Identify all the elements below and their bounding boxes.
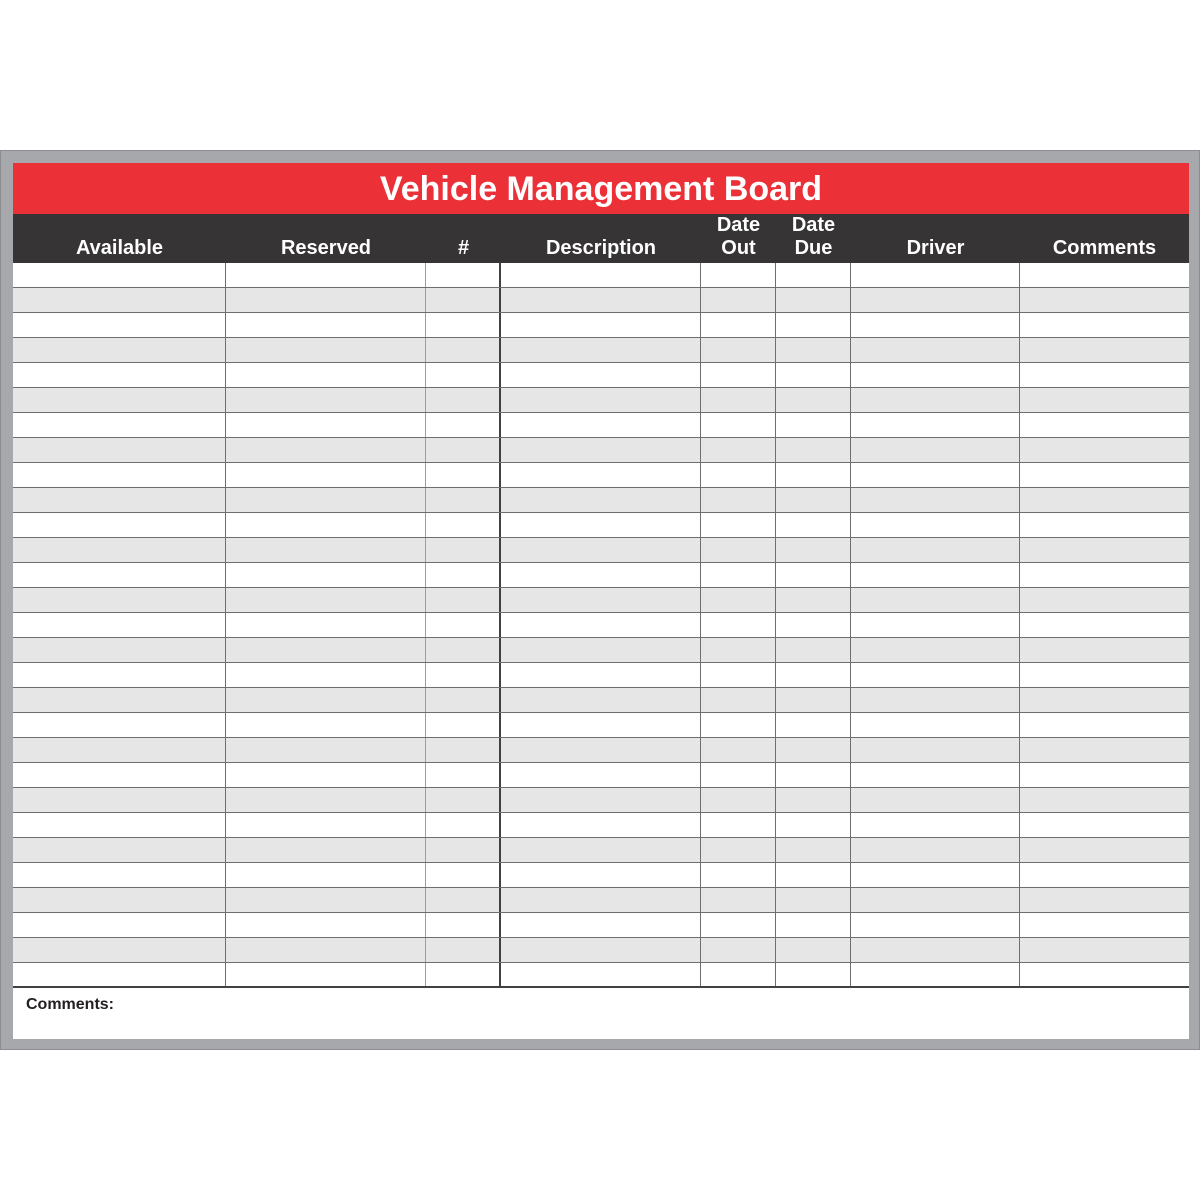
column-header-date-out: Date Out	[716, 214, 761, 259]
cell-available[interactable]	[13, 713, 226, 737]
cell-available[interactable]	[13, 813, 226, 837]
cell-date-due[interactable]	[776, 738, 851, 762]
cell-description[interactable]	[501, 588, 701, 612]
cell-date-out[interactable]	[701, 638, 776, 662]
cell-reserved[interactable]	[226, 688, 426, 712]
cell-number[interactable]	[426, 438, 501, 462]
cell-description[interactable]	[501, 288, 701, 312]
cell-description[interactable]	[501, 613, 701, 637]
cell-comments[interactable]	[1020, 938, 1189, 962]
table-row	[13, 413, 1189, 438]
cell-date-due[interactable]	[776, 938, 851, 962]
table-row	[13, 388, 1189, 413]
cell-driver[interactable]	[851, 563, 1020, 587]
table-row	[13, 763, 1189, 788]
table-row	[13, 463, 1189, 488]
cell-comments[interactable]	[1020, 413, 1189, 437]
cell-comments[interactable]	[1020, 813, 1189, 837]
cell-driver[interactable]	[851, 288, 1020, 312]
cell-available[interactable]	[13, 288, 226, 312]
cell-reserved[interactable]	[226, 613, 426, 637]
cell-description[interactable]	[501, 788, 701, 812]
cell-date-out[interactable]	[701, 388, 776, 412]
cell-number[interactable]	[426, 488, 501, 512]
cell-date-due[interactable]	[776, 763, 851, 787]
table-row	[13, 738, 1189, 763]
cell-date-due[interactable]	[776, 713, 851, 737]
cell-date-due[interactable]	[776, 588, 851, 612]
cell-date-due[interactable]	[776, 663, 851, 687]
cell-date-due[interactable]	[776, 863, 851, 887]
table-row	[13, 288, 1189, 313]
cell-comments[interactable]	[1020, 488, 1189, 512]
table-row	[13, 963, 1189, 988]
table-row	[13, 888, 1189, 913]
cell-date-out[interactable]	[701, 288, 776, 312]
column-header-available: Available	[75, 237, 164, 259]
cell-comments[interactable]	[1020, 838, 1189, 862]
table-row	[13, 788, 1189, 813]
table-row	[13, 588, 1189, 613]
cell-description[interactable]	[501, 663, 701, 687]
cell-driver[interactable]	[851, 938, 1020, 962]
cell-reserved[interactable]	[226, 438, 426, 462]
cell-date-due[interactable]	[776, 288, 851, 312]
board-surface	[13, 163, 1189, 1039]
cell-description[interactable]	[501, 313, 701, 337]
cell-number[interactable]	[426, 288, 501, 312]
cell-number[interactable]	[426, 588, 501, 612]
cell-available[interactable]	[13, 588, 226, 612]
cell-number[interactable]	[426, 263, 501, 287]
cell-description[interactable]	[501, 938, 701, 962]
cell-driver[interactable]	[851, 813, 1020, 837]
cell-date-out[interactable]	[701, 863, 776, 887]
cell-description[interactable]	[501, 863, 701, 887]
cell-description[interactable]	[501, 363, 701, 387]
cell-reserved[interactable]	[226, 838, 426, 862]
cell-driver[interactable]	[851, 763, 1020, 787]
cell-driver[interactable]	[851, 863, 1020, 887]
cell-available[interactable]	[13, 613, 226, 637]
cell-date-out[interactable]	[701, 438, 776, 462]
cell-available[interactable]	[13, 413, 226, 437]
cell-available[interactable]	[13, 313, 226, 337]
cell-comments[interactable]	[1020, 613, 1189, 637]
cell-comments[interactable]	[1020, 388, 1189, 412]
cell-description[interactable]	[501, 263, 701, 287]
cell-date-due[interactable]	[776, 538, 851, 562]
cell-available[interactable]	[13, 888, 226, 912]
cell-reserved[interactable]	[226, 488, 426, 512]
cell-number[interactable]	[426, 563, 501, 587]
table-row	[13, 313, 1189, 338]
cell-reserved[interactable]	[226, 338, 426, 362]
cell-description[interactable]	[501, 413, 701, 437]
cell-reserved[interactable]	[226, 788, 426, 812]
table-row	[13, 663, 1189, 688]
cell-driver[interactable]	[851, 838, 1020, 862]
cell-date-out[interactable]	[701, 513, 776, 537]
column-header-date-due: Date Due	[791, 214, 836, 259]
cell-comments[interactable]	[1020, 263, 1189, 287]
cell-number[interactable]	[426, 413, 501, 437]
cell-date-due[interactable]	[776, 438, 851, 462]
cell-available[interactable]	[13, 963, 226, 986]
cell-number[interactable]	[426, 313, 501, 337]
cell-comments[interactable]	[1020, 338, 1189, 362]
table-row	[13, 513, 1189, 538]
cell-reserved[interactable]	[226, 363, 426, 387]
cell-number[interactable]	[426, 613, 501, 637]
cell-available[interactable]	[13, 688, 226, 712]
cell-reserved[interactable]	[226, 388, 426, 412]
cell-reserved[interactable]	[226, 713, 426, 737]
cell-driver[interactable]	[851, 488, 1020, 512]
cell-number[interactable]	[426, 638, 501, 662]
cell-number[interactable]	[426, 738, 501, 762]
cell-reserved[interactable]	[226, 913, 426, 937]
cell-date-due[interactable]	[776, 613, 851, 637]
cell-date-out[interactable]	[701, 538, 776, 562]
cell-description[interactable]	[501, 463, 701, 487]
cell-date-due[interactable]	[776, 263, 851, 287]
table-row	[13, 638, 1189, 663]
table-row	[13, 913, 1189, 938]
cell-driver[interactable]	[851, 788, 1020, 812]
cell-number[interactable]	[426, 963, 501, 986]
cell-available[interactable]	[13, 388, 226, 412]
cell-description[interactable]	[501, 963, 701, 986]
cell-date-out[interactable]	[701, 713, 776, 737]
cell-date-out[interactable]	[701, 738, 776, 762]
table-row	[13, 613, 1189, 638]
cell-comments[interactable]	[1020, 688, 1189, 712]
column-header-description: Description	[545, 237, 657, 259]
comments-label: Comments:	[26, 996, 115, 1013]
cell-description[interactable]	[501, 713, 701, 737]
cell-comments[interactable]	[1020, 738, 1189, 762]
cell-driver[interactable]	[851, 738, 1020, 762]
cell-date-due[interactable]	[776, 888, 851, 912]
cell-driver[interactable]	[851, 363, 1020, 387]
cell-comments[interactable]	[1020, 463, 1189, 487]
cell-description[interactable]	[501, 563, 701, 587]
cell-date-out[interactable]	[701, 913, 776, 937]
cell-date-due[interactable]	[776, 913, 851, 937]
cell-date-due[interactable]	[776, 338, 851, 362]
cell-number[interactable]	[426, 888, 501, 912]
cell-available[interactable]	[13, 738, 226, 762]
cell-available[interactable]	[13, 263, 226, 287]
comments-area[interactable]	[13, 989, 1189, 1039]
cell-date-out[interactable]	[701, 563, 776, 587]
cell-available[interactable]	[13, 663, 226, 687]
cell-number[interactable]	[426, 838, 501, 862]
cell-date-out[interactable]	[701, 813, 776, 837]
cell-date-out[interactable]	[701, 688, 776, 712]
cell-number[interactable]	[426, 713, 501, 737]
cell-available[interactable]	[13, 463, 226, 487]
cell-date-out[interactable]	[701, 888, 776, 912]
cell-description[interactable]	[501, 638, 701, 662]
cell-driver[interactable]	[851, 613, 1020, 637]
cell-driver[interactable]	[851, 888, 1020, 912]
cell-date-due[interactable]	[776, 413, 851, 437]
cell-comments[interactable]	[1020, 313, 1189, 337]
cell-reserved[interactable]	[226, 938, 426, 962]
cell-description[interactable]	[501, 813, 701, 837]
cell-driver[interactable]	[851, 538, 1020, 562]
board-frame	[0, 150, 1200, 1050]
cell-description[interactable]	[501, 513, 701, 537]
column-header-number: #	[457, 237, 470, 259]
cell-date-out[interactable]	[701, 363, 776, 387]
cell-driver[interactable]	[851, 313, 1020, 337]
cell-driver[interactable]	[851, 663, 1020, 687]
cell-date-due[interactable]	[776, 838, 851, 862]
cell-available[interactable]	[13, 338, 226, 362]
cell-comments[interactable]	[1020, 638, 1189, 662]
cell-date-out[interactable]	[701, 938, 776, 962]
column-header-reserved: Reserved	[280, 237, 372, 259]
cell-comments[interactable]	[1020, 963, 1189, 986]
cell-comments[interactable]	[1020, 288, 1189, 312]
cell-number[interactable]	[426, 663, 501, 687]
cell-driver[interactable]	[851, 413, 1020, 437]
cell-reserved[interactable]	[226, 313, 426, 337]
cell-number[interactable]	[426, 538, 501, 562]
column-header-comments: Comments	[1052, 237, 1157, 259]
cell-driver[interactable]	[851, 913, 1020, 937]
cell-number[interactable]	[426, 513, 501, 537]
cell-number[interactable]	[426, 763, 501, 787]
cell-available[interactable]	[13, 363, 226, 387]
cell-number[interactable]	[426, 688, 501, 712]
cell-available[interactable]	[13, 763, 226, 787]
cell-number[interactable]	[426, 363, 501, 387]
cell-comments[interactable]	[1020, 863, 1189, 887]
cell-reserved[interactable]	[226, 538, 426, 562]
cell-reserved[interactable]	[226, 463, 426, 487]
cell-number[interactable]	[426, 913, 501, 937]
cell-number[interactable]	[426, 938, 501, 962]
cell-available[interactable]	[13, 638, 226, 662]
table-row	[13, 438, 1189, 463]
board-title: Vehicle Management Board	[13, 163, 1189, 214]
table-row	[13, 713, 1189, 738]
cell-description[interactable]	[501, 338, 701, 362]
cell-driver[interactable]	[851, 713, 1020, 737]
cell-date-out[interactable]	[701, 588, 776, 612]
cell-driver[interactable]	[851, 463, 1020, 487]
cell-available[interactable]	[13, 913, 226, 937]
cell-description[interactable]	[501, 913, 701, 937]
table-row	[13, 363, 1189, 388]
cell-date-out[interactable]	[701, 763, 776, 787]
cell-driver[interactable]	[851, 688, 1020, 712]
cell-date-out[interactable]	[701, 963, 776, 986]
cell-reserved[interactable]	[226, 513, 426, 537]
cell-reserved[interactable]	[226, 763, 426, 787]
cell-date-due[interactable]	[776, 488, 851, 512]
cell-date-due[interactable]	[776, 363, 851, 387]
cell-driver[interactable]	[851, 513, 1020, 537]
cell-date-due[interactable]	[776, 688, 851, 712]
cell-driver[interactable]	[851, 388, 1020, 412]
table-row	[13, 838, 1189, 863]
column-header-row	[13, 214, 1189, 263]
cell-date-out[interactable]	[701, 613, 776, 637]
cell-comments[interactable]	[1020, 763, 1189, 787]
cell-date-out[interactable]	[701, 413, 776, 437]
cell-number[interactable]	[426, 338, 501, 362]
cell-available[interactable]	[13, 438, 226, 462]
table-row	[13, 263, 1189, 288]
cell-reserved[interactable]	[226, 813, 426, 837]
table-row	[13, 938, 1189, 963]
cell-date-due[interactable]	[776, 788, 851, 812]
cell-comments[interactable]	[1020, 538, 1189, 562]
cell-date-out[interactable]	[701, 488, 776, 512]
cell-description[interactable]	[501, 763, 701, 787]
table-row	[13, 538, 1189, 563]
table-row	[13, 563, 1189, 588]
cell-reserved[interactable]	[226, 588, 426, 612]
cell-driver[interactable]	[851, 263, 1020, 287]
table-row	[13, 338, 1189, 363]
table-row	[13, 813, 1189, 838]
cell-comments[interactable]	[1020, 788, 1189, 812]
cell-date-due[interactable]	[776, 513, 851, 537]
column-header-driver: Driver	[906, 237, 965, 259]
cell-driver[interactable]	[851, 438, 1020, 462]
cell-comments[interactable]	[1020, 563, 1189, 587]
cell-reserved[interactable]	[226, 563, 426, 587]
cell-number[interactable]	[426, 463, 501, 487]
cell-date-due[interactable]	[776, 388, 851, 412]
cell-reserved[interactable]	[226, 663, 426, 687]
table-row	[13, 688, 1189, 713]
cell-date-due[interactable]	[776, 813, 851, 837]
cell-number[interactable]	[426, 863, 501, 887]
cell-date-out[interactable]	[701, 663, 776, 687]
table-row	[13, 488, 1189, 513]
cell-date-out[interactable]	[701, 463, 776, 487]
cell-reserved[interactable]	[226, 263, 426, 287]
board-grid	[13, 263, 1189, 988]
cell-date-due[interactable]	[776, 963, 851, 986]
cell-available[interactable]	[13, 513, 226, 537]
cell-date-out[interactable]	[701, 838, 776, 862]
cell-reserved[interactable]	[226, 738, 426, 762]
cell-available[interactable]	[13, 838, 226, 862]
cell-date-due[interactable]	[776, 313, 851, 337]
cell-date-out[interactable]	[701, 313, 776, 337]
cell-available[interactable]	[13, 488, 226, 512]
cell-available[interactable]	[13, 563, 226, 587]
cell-date-due[interactable]	[776, 563, 851, 587]
cell-available[interactable]	[13, 863, 226, 887]
cell-reserved[interactable]	[226, 288, 426, 312]
cell-reserved[interactable]	[226, 888, 426, 912]
cell-comments[interactable]	[1020, 363, 1189, 387]
cell-date-due[interactable]	[776, 638, 851, 662]
cell-driver[interactable]	[851, 588, 1020, 612]
cell-description[interactable]	[501, 388, 701, 412]
cell-date-out[interactable]	[701, 263, 776, 287]
cell-available[interactable]	[13, 538, 226, 562]
cell-available[interactable]	[13, 938, 226, 962]
cell-number[interactable]	[426, 813, 501, 837]
cell-description[interactable]	[501, 738, 701, 762]
cell-comments[interactable]	[1020, 663, 1189, 687]
cell-description[interactable]	[501, 488, 701, 512]
cell-comments[interactable]	[1020, 438, 1189, 462]
cell-comments[interactable]	[1020, 888, 1189, 912]
cell-comments[interactable]	[1020, 913, 1189, 937]
cell-reserved[interactable]	[226, 638, 426, 662]
cell-comments[interactable]	[1020, 513, 1189, 537]
cell-date-due[interactable]	[776, 463, 851, 487]
cell-driver[interactable]	[851, 963, 1020, 986]
cell-description[interactable]	[501, 838, 701, 862]
cell-number[interactable]	[426, 788, 501, 812]
cell-comments[interactable]	[1020, 588, 1189, 612]
cell-comments[interactable]	[1020, 713, 1189, 737]
cell-reserved[interactable]	[226, 863, 426, 887]
cell-driver[interactable]	[851, 338, 1020, 362]
cell-description[interactable]	[501, 438, 701, 462]
cell-description[interactable]	[501, 888, 701, 912]
cell-description[interactable]	[501, 538, 701, 562]
cell-reserved[interactable]	[226, 413, 426, 437]
cell-available[interactable]	[13, 788, 226, 812]
cell-reserved[interactable]	[226, 963, 426, 986]
cell-number[interactable]	[426, 388, 501, 412]
cell-date-out[interactable]	[701, 788, 776, 812]
cell-driver[interactable]	[851, 638, 1020, 662]
table-row	[13, 863, 1189, 888]
cell-date-out[interactable]	[701, 338, 776, 362]
cell-description[interactable]	[501, 688, 701, 712]
